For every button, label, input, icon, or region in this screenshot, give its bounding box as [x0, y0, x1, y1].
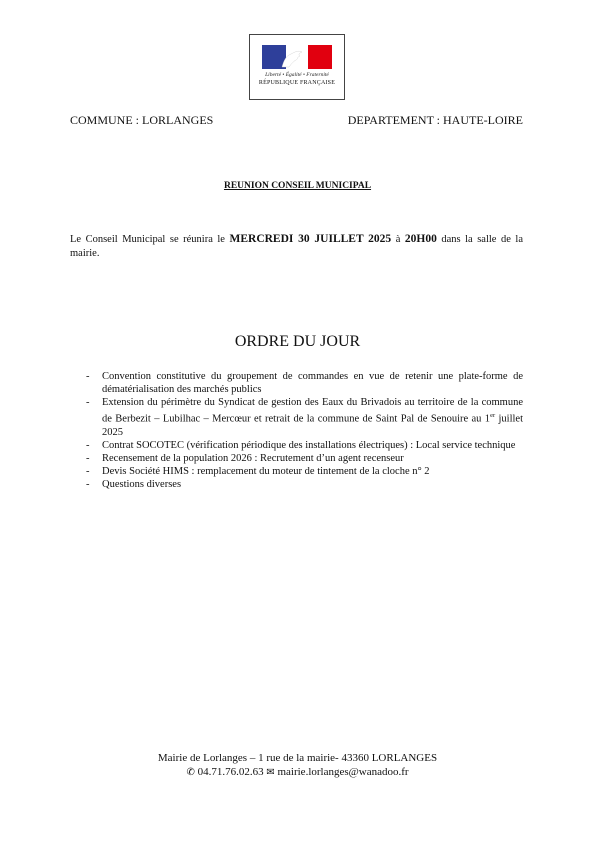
list-dash: -	[86, 439, 90, 451]
agenda-item	[86, 465, 523, 478]
intro-text-before: Le Conseil Municipal se réunira le	[70, 234, 230, 245]
agenda-item-text: Convention constitutive du groupement de commandes en vue de retenir une plate-forme de dématérialisation des marchés publics	[102, 371, 523, 395]
agenda-item-text: Contrat SOCOTEC (vérification périodique des installations électriques) : Local service technique	[102, 439, 516, 451]
footer-phone: 04.71.76.02.63	[197, 766, 264, 778]
list-dash: -	[86, 478, 90, 490]
agenda-item	[86, 478, 523, 491]
meeting-time: 20H00	[404, 233, 437, 245]
meeting-date: MERCREDI 30 JUILLET 2025	[229, 233, 392, 245]
agenda-item	[86, 396, 523, 439]
logo-motto: Liberté • Égalité • Fraternité	[265, 72, 329, 78]
agenda-item-text: Questions diverses	[102, 478, 182, 490]
republique-francaise-logo	[249, 34, 345, 100]
footer-email[interactable]: mairie.lorlanges@wanadoo.fr	[277, 766, 409, 778]
agenda-item-text: Recensement de la population 2026 : Recrutement d’un agent recenseur	[102, 452, 404, 464]
agenda-item-text-end: juillet 2025	[102, 413, 524, 438]
footer-contact	[0, 766, 595, 778]
list-dash: -	[86, 371, 90, 382]
agenda-item-text: Extension du périmètre du Syndicat de gestion des Eaux du Brivadois au territoire de la commune de Berbezit – Lubilhac – Mercœur et retrait de la commune de Saint Pal de Senouire au 1	[102, 397, 523, 425]
agenda-list	[86, 370, 523, 491]
meeting-intro	[70, 232, 523, 261]
intro-text-middle: à	[391, 234, 405, 245]
list-dash: -	[86, 452, 90, 464]
tricolor-flag	[262, 45, 332, 69]
document-title: REUNION CONSEIL MUNICIPAL	[223, 181, 372, 191]
list-dash: -	[86, 397, 90, 408]
list-dash: -	[86, 465, 90, 477]
agenda-item-text: Devis Société HIMS : remplacement du moteur de tintement de la cloche n° 2	[102, 465, 430, 477]
commune-label: COMMUNE : LORLANGES	[70, 113, 214, 127]
agenda-item	[86, 370, 523, 396]
ordre-du-jour-heading: ORDRE DU JOUR	[234, 333, 361, 350]
agenda-item	[86, 452, 523, 465]
marianne-profile-icon	[276, 46, 316, 68]
agenda-item	[86, 439, 523, 452]
intro-text-after: dans la salle de la mairie.	[70, 234, 523, 259]
footer-address: Mairie de Lorlanges – 1 rue de la mairie- 43360 LORLANGES	[157, 752, 438, 764]
phone-icon: ✆	[186, 767, 195, 778]
ordinal-superscript: er	[490, 412, 496, 419]
envelope-icon: ✉	[266, 767, 275, 778]
logo-republique-francaise: RÉPUBLIQUE FRANÇAISE	[258, 80, 336, 86]
departement-label: DEPARTEMENT : HAUTE-LOIRE	[347, 113, 523, 127]
